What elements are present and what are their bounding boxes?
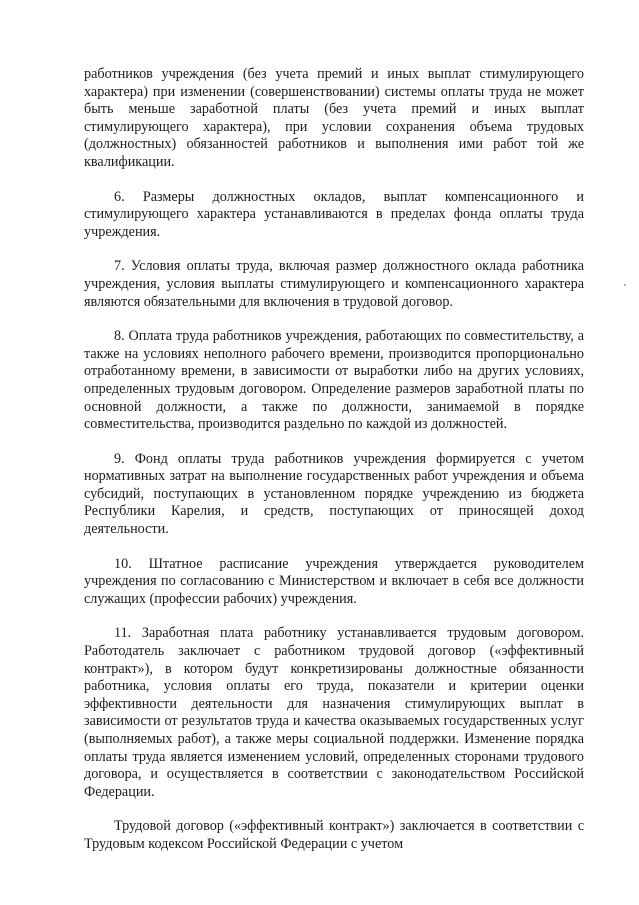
paragraph-11: 11. Заработная плата работнику устанавливается трудовым договором. Работодатель заключает с работником трудовой договор («эффективный контракт»), в котором будут конкретизированы должностные обязанности работника, условия оплаты его труда, показатели и критерии оценки эффективности деятельности для назначения стимулирующих выплат в зависимости от результатов труда и качества оказываемых государственных услуг (выполняемых работ), а также меры социальной поддержки. Изменение порядка оплаты труда является изменением условий, определенных сторонами трудового договора, и осуществляется в соответствии с законодательством Российской Федерации.	[84, 625, 584, 800]
paragraph-8: 8. Оплата труда работников учреждения, работающих по совместительству, а также на условиях неполного рабочего времени, производится пропорционально отработанному времени, в зависимости от выработки либо на других условиях, определенных трудовым договором. Определение размеров заработной платы по основной должности, а также по должности, занимаемой в порядке совместительства, производится раздельно по каждой из должностей.	[84, 328, 584, 433]
paragraph-continuation: работников учреждения (без учета премий и иных выплат стимулирующего характера) при изменении (совершенствовании) системы оплаты труда не может быть меньше заработной платы (без учета премий и иных выплат стимулирующего характера), при условии сохранения объема трудовых (должностных) обязанностей работников и выполнения ими работ той же квалификации.	[84, 66, 584, 170]
paragraph-7: 7. Условия оплаты труда, включая размер должностного оклада работника учреждения, условия выплаты стимулирующего и компенсационного характера являются обязательными для включения в трудовой договор.	[84, 258, 584, 310]
paragraph-10: 10. Штатное расписание учреждения утверждается руководителем учреждения по согласованию с Министерством и включает в себя все должности служащих (профессии рабочих) учреждения.	[84, 555, 584, 607]
paragraph-6: 6. Размеры должностных окладов, выплат компенсационного и стимулирующего характера устанавливаются в пределах фонда оплаты труда учреждения.	[84, 188, 584, 240]
document-body	[84, 66, 584, 854]
paragraph-9: 9. Фонд оплаты труда работников учреждения формируется с учетом нормативных затрат на выполнение государственных работ учреждения и объема субсидий, поступающих в установленном порядке учреждению из бюджета Республики Карелия, и средств, поступающих от приносящей доход деятельности.	[84, 450, 584, 538]
paragraph-contract: Трудовой договор («эффективный контракт») заключается в соответствии с Трудовым кодексом Российской Федерации с учетом	[84, 818, 584, 852]
scan-speck	[624, 284, 626, 286]
